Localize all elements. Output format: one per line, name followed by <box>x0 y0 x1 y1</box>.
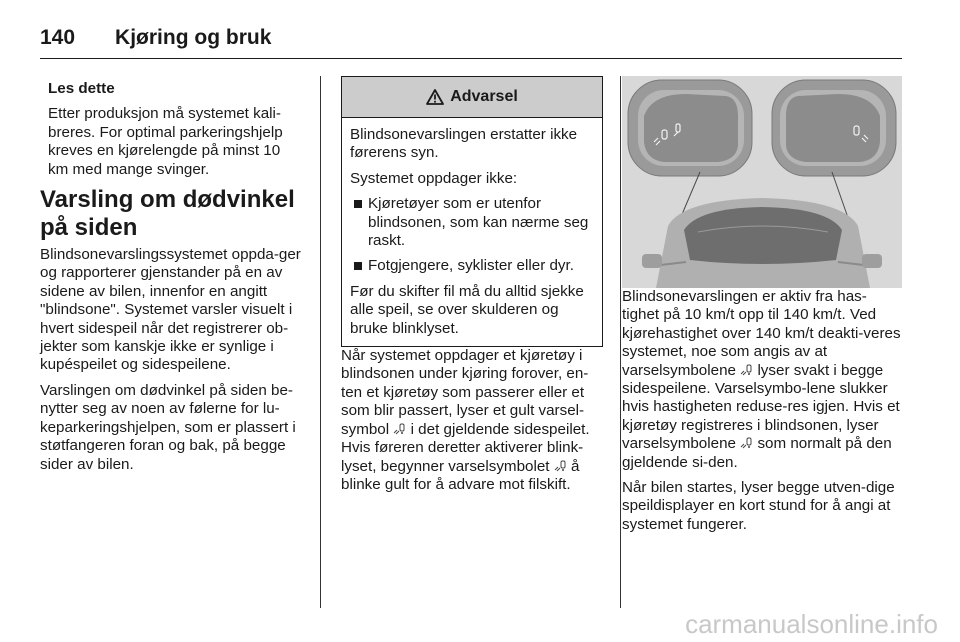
paragraph: Når bilen startes, lyser begge utven-dige speildisplayer en kort stund for å angi at systemet fungerer. <box>622 479 895 533</box>
text-run: Når systemet oppdager et kjøretøy i blindsonen under kjøring forover, en-ten et kjøretøy som passerer eller et som blir passert, lyser et gult varsel-symbol <box>341 347 589 438</box>
column-divider <box>320 76 321 608</box>
warning-title-bar <box>342 77 602 118</box>
warning-list <box>350 195 596 276</box>
note-text: Etter produksjon må systemet kali-breres. For optimal parkeringshjelp kreves en kjørelengde på minst 10 km med mange svinger. <box>48 105 283 178</box>
warning-body <box>342 118 602 346</box>
list-item: Kjøretøyer som er utenfor blindsonen, som kan nærme seg raskt. <box>350 195 596 250</box>
column-3 <box>622 76 902 541</box>
paragraph <box>341 347 603 494</box>
warning-paragraph: Systemet oppdager ikke: <box>350 169 518 187</box>
paragraph: Blindsonevarslingssystemet oppda-ger og rapporterer gjenstander på en av sidene av bilen, innenfor en angitt "blindsone". Systemet varsler visuelt i hvert sidespeil når det registrerer ob-jekter som kanskje ikke er synlige i kupéspeilet og sidespeilene. <box>40 246 301 374</box>
warning-title: Advarsel <box>450 87 518 105</box>
watermark: carmanualsonline.info <box>685 609 938 639</box>
warning-paragraph: Før du skifter fil må du alltid sjekke alle speil, se over skulderen og bruke blinklyset. <box>350 282 584 337</box>
blindspot-warning-icon <box>740 437 753 449</box>
mirror-illustration <box>622 76 902 288</box>
column-divider <box>620 76 621 608</box>
note-block <box>40 80 302 179</box>
text-run: å blinke gult for å advare mot filskift. <box>341 457 580 493</box>
section-heading: Varsling om dødvinkel på siden <box>40 186 295 242</box>
warning-box <box>341 76 603 347</box>
chapter-title: Kjøring og bruk <box>115 26 272 49</box>
paragraph <box>622 288 902 472</box>
text-run: som normalt på den gjeldende si-den. <box>622 435 892 471</box>
note-heading: Les dette <box>48 80 115 97</box>
blindspot-warning-icon <box>393 423 406 435</box>
column-2 <box>341 76 603 501</box>
column-1 <box>40 80 302 481</box>
warning-triangle-icon <box>426 89 444 105</box>
blindspot-warning-icon <box>740 364 753 376</box>
text-run: i det gjeldende sidespeilet. Hvis føreren deretter aktiverer blink-lyset, begynner varselsymbolet <box>341 420 590 475</box>
text-run: Blindsonevarslingen er aktiv fra has-tighet på 10 km/t opp til 140 km/t. Ved kjørehastighet over 140 km/t deakti-veres systemet, noe som angis av at varselsymbolene <box>622 288 901 379</box>
paragraph: Varslingen om dødvinkel på siden be-nytter seg av noen av følerne for lu-keparkeringshjelpen, som er plassert i støtfangeren foran og bak, på begge sider av bilen. <box>40 381 296 473</box>
blindspot-warning-icon <box>554 460 567 472</box>
warning-paragraph: Blindsonevarslingen erstatter ikke førerens syn. <box>350 126 578 162</box>
text-run: lyser svakt i begge sidespeilene. Varselsymbo-lene slukker hvis hastigheten reduse-res igjen. Hvis et kjøretøy registreres i blindsonen, lyser varselsymbolene <box>622 361 900 453</box>
car-mirrors-image <box>622 76 902 288</box>
page-number: 140 <box>40 26 76 49</box>
list-item: Fotgjengere, syklister eller dyr. <box>350 257 596 275</box>
page-header <box>40 18 902 59</box>
